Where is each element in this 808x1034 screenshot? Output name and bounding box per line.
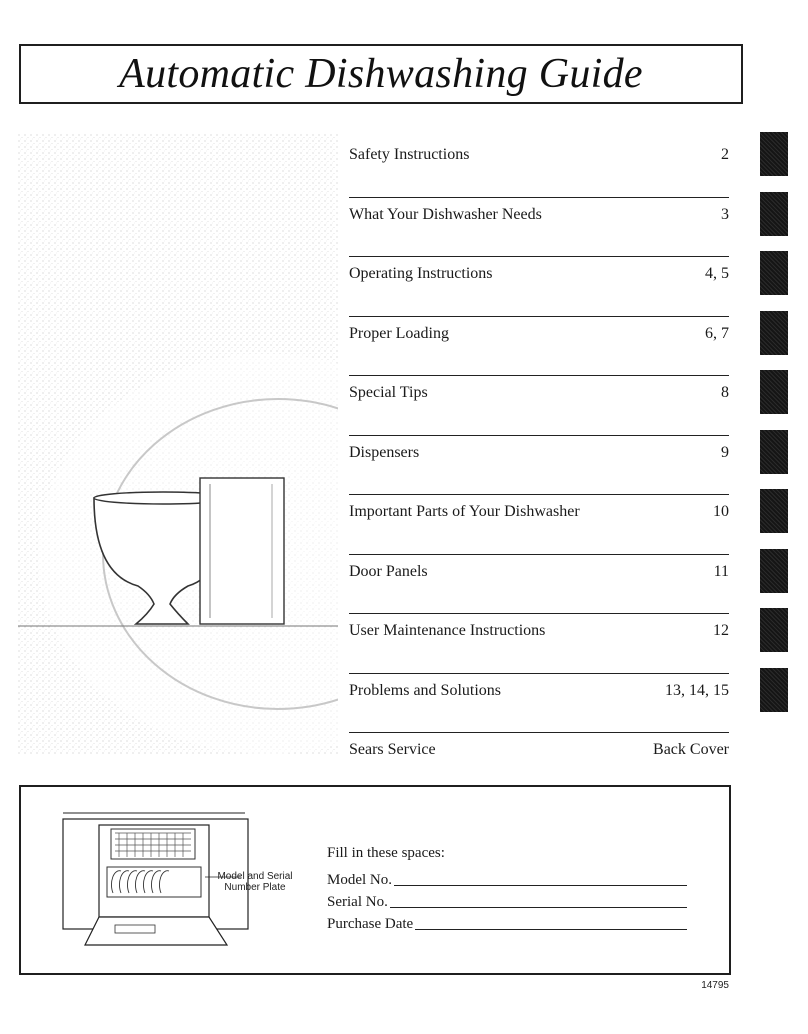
section-tab (760, 608, 788, 652)
serial-number-label: Serial No. (327, 894, 388, 910)
plate-label-line: Number Plate (224, 882, 286, 893)
dinnerware-illustration (18, 134, 338, 754)
toc-title: User Maintenance Instructions (349, 622, 546, 639)
toc-page: 2 (721, 146, 729, 163)
plate-label-line: Model and Serial (217, 871, 293, 882)
table-of-contents (349, 138, 729, 793)
page-title: Automatic Dishwashing Guide (119, 51, 643, 97)
section-tab (760, 430, 788, 474)
model-number-label: Model No. (327, 872, 392, 888)
toc-page: 13, 14, 15 (665, 681, 729, 699)
toc-title: Proper Loading (349, 324, 449, 342)
toc-row (349, 614, 729, 674)
model-number-row (327, 867, 687, 889)
toc-row (349, 138, 729, 198)
section-tabs (760, 132, 788, 727)
document-number: 14795 (701, 980, 729, 991)
section-tab (760, 132, 788, 176)
toc-page: 3 (721, 205, 729, 223)
toc-row (349, 674, 729, 734)
toc-page: 12 (713, 622, 729, 639)
toc-title: Important Parts of Your Dishwasher (349, 503, 580, 520)
title-box (19, 44, 743, 104)
serial-number-row (327, 889, 687, 911)
toc-title: Problems and Solutions (349, 681, 502, 699)
plate-label (207, 871, 303, 893)
toc-page: Back Cover (653, 741, 729, 758)
purchase-date-label: Purchase Date (327, 916, 414, 932)
toc-page: 4, 5 (705, 265, 729, 282)
toc-page: 11 (713, 562, 729, 580)
toc-row (349, 317, 729, 377)
toc-row (349, 198, 729, 258)
section-tab (760, 311, 788, 355)
section-tab (760, 192, 788, 236)
section-tab (760, 370, 788, 414)
record-box (19, 785, 731, 975)
toc-title: Dispensers (349, 443, 420, 461)
purchase-date-row (327, 911, 687, 933)
model-number-field[interactable] (394, 871, 687, 886)
toc-title: What Your Dishwasher Needs (349, 205, 542, 223)
toc-page: 10 (713, 503, 729, 520)
section-tab (760, 489, 788, 533)
toc-page: 8 (721, 384, 729, 401)
toc-page: 9 (721, 443, 729, 461)
toc-title: Safety Instructions (349, 146, 470, 163)
toc-title: Door Panels (349, 562, 428, 580)
toc-title: Operating Instructions (349, 265, 493, 282)
toc-title: Sears Service (349, 741, 436, 758)
purchase-date-field[interactable] (415, 915, 687, 930)
section-tab (760, 251, 788, 295)
toc-title: Special Tips (349, 384, 428, 401)
section-tab (760, 668, 788, 712)
toc-row (349, 733, 729, 793)
serial-number-field[interactable] (390, 893, 687, 908)
fill-in-heading: Fill in these spaces: (327, 845, 445, 861)
toc-row (349, 495, 729, 555)
toc-page: 6, 7 (705, 324, 729, 342)
toc-row (349, 376, 729, 436)
fill-in-form (327, 845, 687, 933)
toc-row (349, 555, 729, 615)
toc-row (349, 257, 729, 317)
toc-row (349, 436, 729, 496)
section-tab (760, 549, 788, 593)
